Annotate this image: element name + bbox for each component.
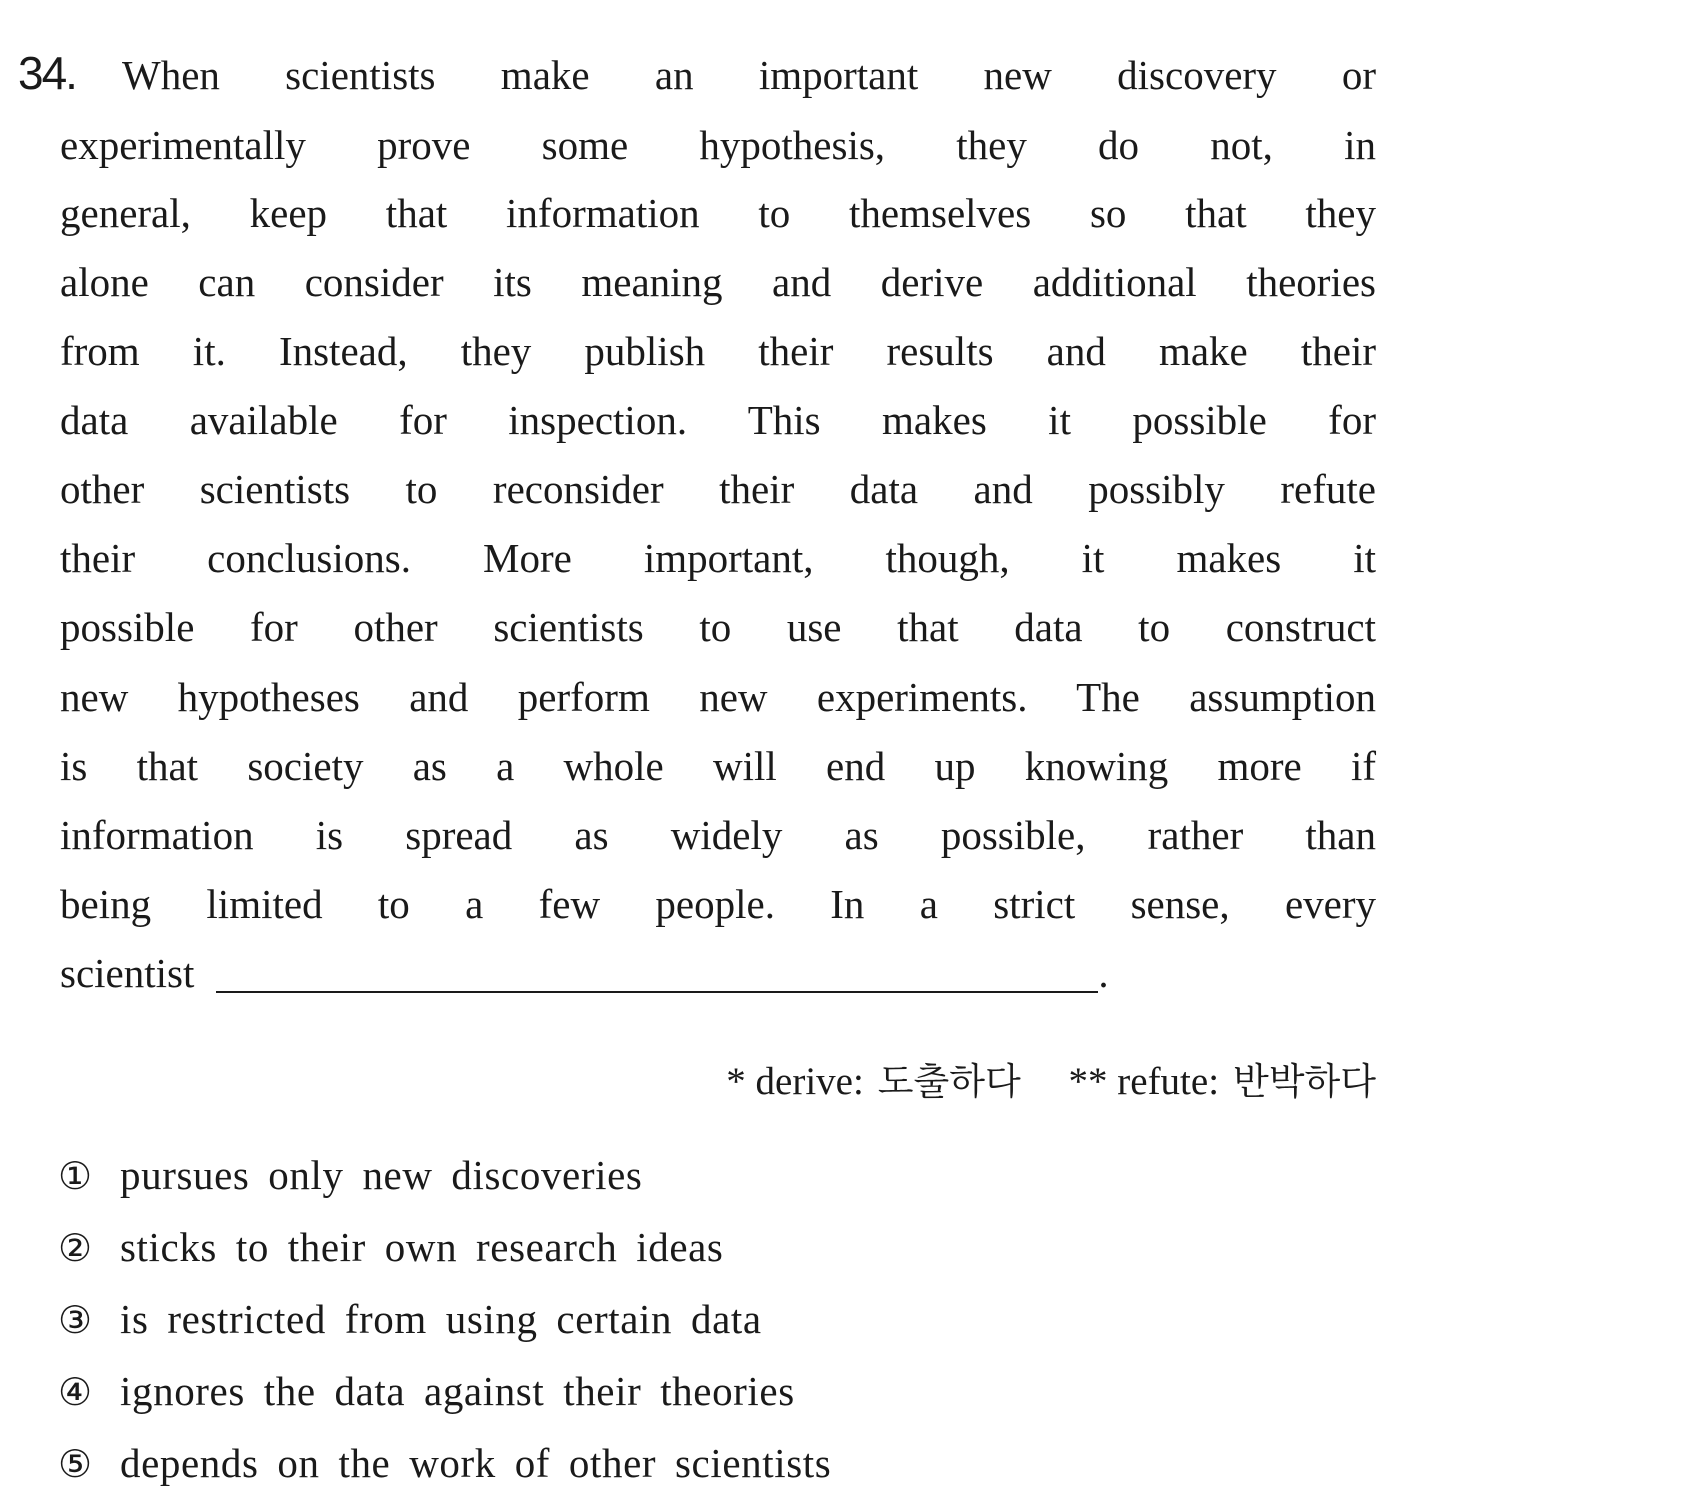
passage-line: is that society as a whole will end up knowing more if [60, 743, 1376, 789]
passage-line: When scientists make an important new discovery or [122, 52, 1376, 98]
passage-line: other scientists to reconsider their data and possibly refute [60, 466, 1376, 512]
option-text: depends on the work of other scientists [120, 1440, 832, 1486]
option-text: is restricted from using certain data [120, 1296, 762, 1342]
passage-line: information is spread as widely as possible, rather than [60, 812, 1376, 858]
passage-line: experimentally prove some hypothesis, they do not, in [60, 122, 1376, 168]
answer-option-1[interactable] [58, 1140, 642, 1210]
passage-line: data available for inspection. This makes it possible for [60, 397, 1376, 443]
footnote-meaning: 반박하다 [1233, 1060, 1376, 1103]
answer-option-4[interactable] [58, 1356, 795, 1426]
passage-final-line [60, 938, 1109, 1008]
option-text: ignores the data against their theories [120, 1368, 795, 1414]
footnote-term: ** refute: [1068, 1060, 1220, 1103]
passage-line: their conclusions. More important, though, it makes it [60, 535, 1376, 581]
option-number: ② [58, 1226, 93, 1270]
passage-line: new hypotheses and perform new experiments. The assumption [60, 674, 1376, 720]
option-text: sticks to their own research ideas [120, 1224, 724, 1270]
footnote-term: * derive: [726, 1060, 864, 1103]
passage-line: from it. Instead, they publish their results and make their [60, 328, 1376, 374]
option-number: ① [58, 1154, 93, 1198]
footnote-refute [1069, 1052, 1376, 1112]
footnote-derive [726, 1052, 1021, 1112]
answer-blank [216, 943, 1098, 993]
vocabulary-footnotes [726, 1052, 1376, 1112]
answer-option-3[interactable] [58, 1284, 762, 1354]
option-number: ④ [58, 1370, 93, 1414]
answer-option-2[interactable] [58, 1212, 723, 1282]
passage-line: alone can consider its meaning and derive additional theories [60, 259, 1376, 305]
answer-option-5[interactable] [58, 1428, 831, 1498]
option-number: ⑤ [58, 1442, 93, 1486]
passage-line: being limited to a few people. In a strict sense, every [60, 881, 1376, 927]
option-number: ③ [58, 1298, 93, 1342]
option-text: pursues only new discoveries [120, 1152, 643, 1198]
question-number: 34. [18, 47, 76, 99]
footnote-meaning: 도출하다 [877, 1060, 1021, 1103]
passage-line: possible for other scientists to use that data to construct [60, 604, 1376, 650]
passage-line: scientist [60, 950, 195, 996]
passage-line: general, keep that information to themselves so that they [60, 190, 1376, 236]
blank-period: . [1098, 950, 1109, 996]
